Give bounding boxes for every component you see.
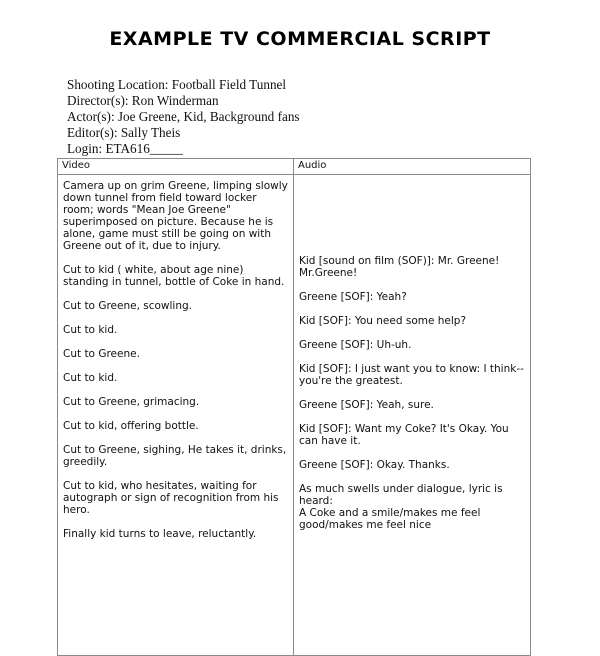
video-line: Cut to Greene, sighing, He takes it, drinks, greedily.: [63, 444, 287, 468]
table-header-row: [58, 159, 531, 175]
audio-line: Greene [SOF]: Okay. Thanks.: [299, 459, 450, 471]
script-table: [57, 158, 531, 656]
video-line: Cut to kid.: [63, 324, 118, 336]
audio-cell: [294, 175, 531, 656]
login: Login: ETA616_____: [67, 141, 183, 156]
video-line: Camera up on grim Greene, limping slowly down tunnel from field toward locker room; words "Mean Joe Greene" superimposed on picture. Because he is alone, game must still be going on with Greene out of it, due to injury.: [63, 180, 288, 252]
video-line: Cut to kid.: [63, 372, 118, 384]
audio-line: Greene [SOF]: Uh-uh.: [299, 339, 412, 351]
script-metadata: [67, 77, 300, 157]
video-line: Cut to kid, offering bottle.: [63, 420, 199, 432]
audio-line: As much swells under dialogue, lyric is heard: A Coke and a smile/makes me feel good/makes me feel nice: [299, 483, 503, 531]
video-line: Cut to Greene, grimacing.: [63, 396, 200, 408]
audio-line: Greene [SOF]: Yeah, sure.: [299, 399, 434, 411]
audio-line: Kid [SOF]: I just want you to know: I think--you're the greatest.: [299, 363, 524, 387]
audio-line: Greene [SOF]: Yeah?: [299, 291, 407, 303]
shooting-location: Shooting Location: Football Field Tunnel: [67, 77, 287, 92]
editors: Editor(s): Sally Theis: [67, 125, 181, 140]
audio-line: Kid [SOF]: You need some help?: [299, 315, 467, 327]
table-row: [58, 175, 531, 656]
audio-line: Kid [sound on film (SOF)]: Mr. Greene! Mr.Greene!: [299, 255, 500, 279]
actors: Actor(s): Joe Greene, Kid, Background fans: [67, 109, 300, 124]
video-line: Cut to Greene.: [63, 348, 140, 360]
video-line: Cut to kid, who hesitates, waiting for autograph or sign of recognition from his hero.: [63, 480, 279, 516]
video-line: Finally kid turns to leave, reluctantly.: [63, 528, 257, 540]
video-cell: [58, 175, 294, 656]
video-line: Cut to kid ( white, about age nine) standing in tunnel, bottle of Coke in hand.: [63, 264, 285, 288]
audio-column-header: Audio: [294, 159, 531, 175]
audio-line: Kid [SOF]: Want my Coke? It's Okay. You can have it.: [299, 423, 509, 447]
directors: Director(s): Ron Winderman: [67, 93, 219, 108]
video-column-header: Video: [58, 159, 294, 175]
video-line: Cut to Greene, scowling.: [63, 300, 192, 312]
page-title: EXAMPLE TV COMMERCIAL SCRIPT: [109, 28, 491, 50]
